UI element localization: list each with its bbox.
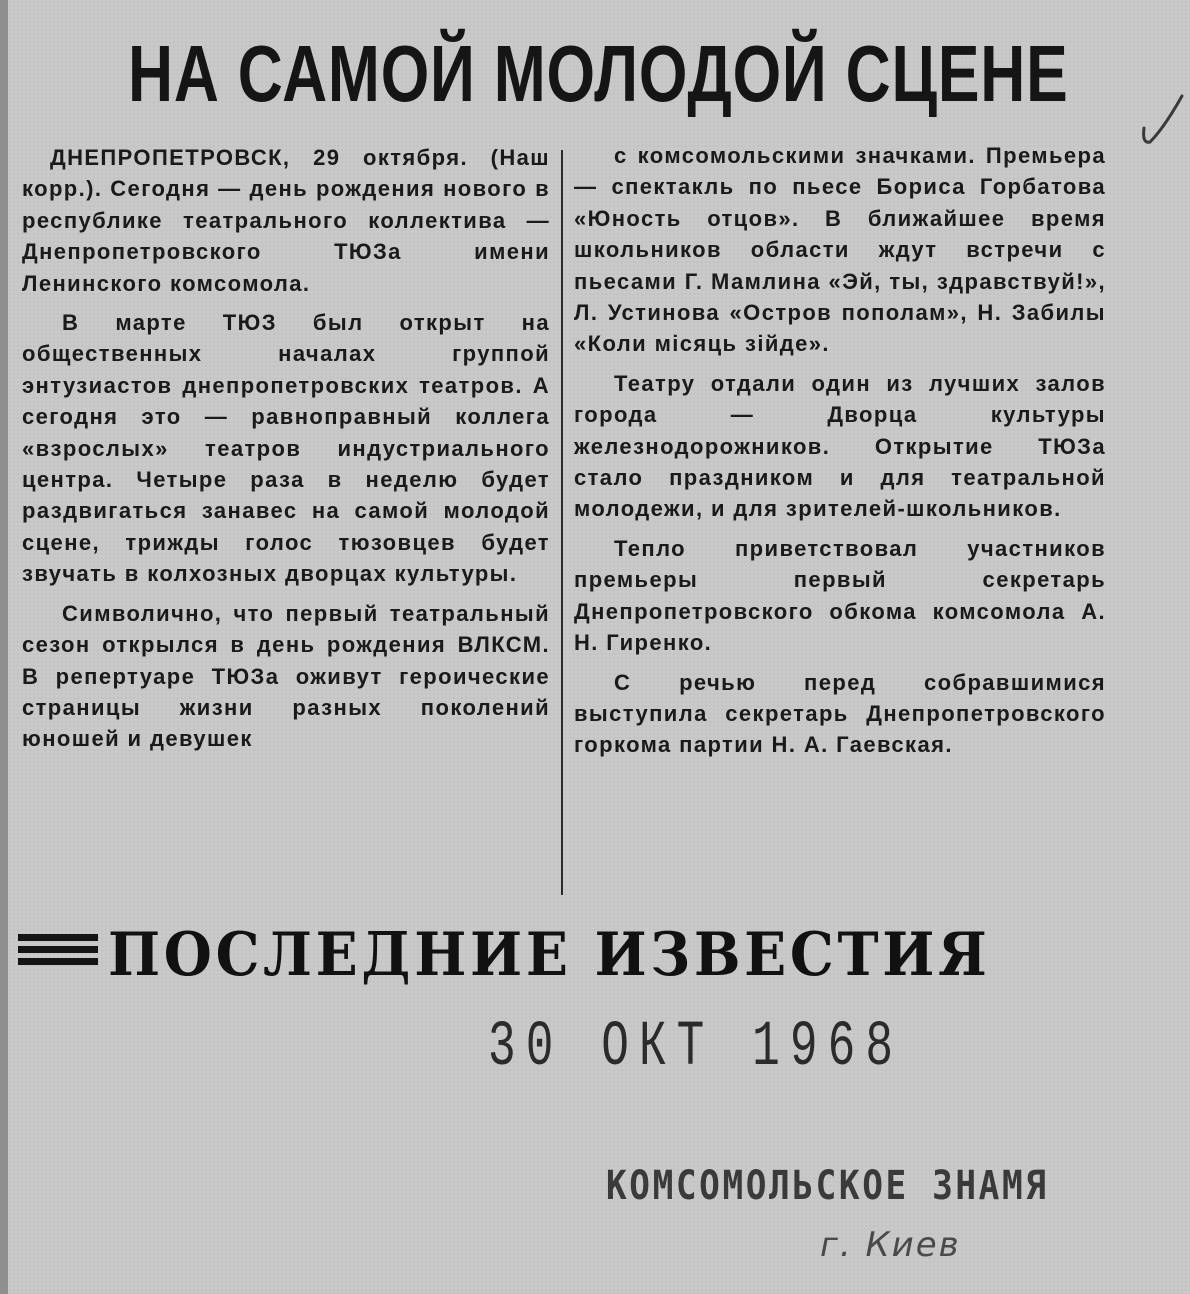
article-paragraph: Символично, что первый театральный сезон открылся в день рождения ВЛКСМ. В репертуаре ТЮЗа оживут героические страницы жизни разных поколений юношей и девушек <box>22 600 550 752</box>
article-left-column <box>22 142 550 763</box>
column-divider <box>561 150 563 895</box>
source-city-stamp: г. Киев <box>820 1225 961 1265</box>
article-paragraph: Тепло приветствовал участников премьеры первый секретарь Днепропетровского обкома комсомола А. Н. Гиренко. <box>574 535 1106 656</box>
article-paragraph: Театру отдали один из лучших залов города — Дворца культуры железнодорожников. Открытие ТЮЗа стало праздником и для театральной молодежи, и для зрителей-школьников. <box>574 370 1106 522</box>
date-stamp: 30 ОКТ 1968 <box>488 1012 904 1084</box>
section-title: ПОСЛЕДНИЕ ИЗВЕСТИЯ <box>108 920 991 990</box>
newspaper-clipping <box>8 0 1190 1294</box>
handwritten-check-mark <box>1138 88 1188 158</box>
article-right-column <box>574 140 1106 769</box>
source-newspaper-stamp: КОМСОМОЛЬСКОЕ ЗНАМЯ <box>606 1163 1049 1209</box>
article-headline: НА САМОЙ МОЛОДОЙ СЦЕНЕ <box>128 29 1069 118</box>
article-paragraph: с комсомольскими значками. Премьера — спектакль по пьесе Бориса Горбатова «Юность отцов». В ближайшее время школьников области ждут встречи с пьесами Г. Мамлина «Эй, ты, здравствуй!», Л. Устинова «Остров пополам», Н. Забилы «Коли місяць зійде». <box>574 143 1106 357</box>
section-marker-bars <box>18 934 98 976</box>
article-paragraph: С речью перед собравшимися выступила секретарь Днепропетровского горкома партии Н. А. Гаевская. <box>574 669 1106 758</box>
article-paragraph: ДНЕПРОПЕТРОВСК, 29 октября. (Наш корр.). Сегодня — день рождения нового в республике театрального коллектива — Днепропетровского ТЮЗа имени Ленинского комсомола. <box>22 145 550 296</box>
article-paragraph: В марте ТЮЗ был открыт на общественных началах группой энтузиастов днепропетровских театров. А сегодня это — равноправный коллега «взрослых» театров индустриального центра. Четыре раза в неделю будет раздвигаться занавес на самой молодой сцене, трижды голос тюзовцев будет звучать в колхозных дворцах культуры. <box>22 310 550 587</box>
